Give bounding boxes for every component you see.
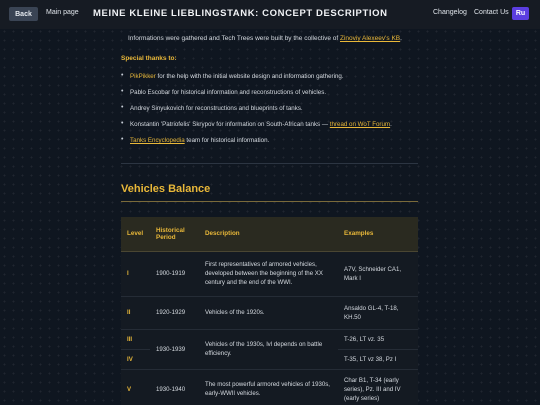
- changelog-link[interactable]: Changelog: [433, 9, 467, 16]
- list-item: [121, 121, 441, 137]
- level-cell: V: [121, 369, 150, 405]
- intro-period: .: [400, 35, 402, 42]
- main-content: [0, 29, 540, 405]
- back-button[interactable]: Back: [9, 7, 38, 21]
- period-cell: 1930-1940: [150, 369, 199, 405]
- column-header-description: Description: [199, 217, 338, 251]
- list-item-text: Konstantin 'Patriofelis' Skrypov for information on South-African tanks —: [130, 121, 330, 128]
- pikpikker-link[interactable]: PikPikker: [130, 73, 156, 80]
- examples-cell: T-35, LT vz 38, Pz I: [338, 349, 418, 369]
- table-row: [121, 296, 418, 329]
- contact-us-link[interactable]: Contact Us: [474, 9, 509, 16]
- description-cell: The most powerful armored vehicles of 1930s, early-WWII vehicles.: [199, 369, 338, 405]
- main-page-link[interactable]: Main page: [46, 9, 79, 16]
- period-cell: 1900-1919: [150, 251, 199, 296]
- section-divider: [121, 163, 418, 164]
- examples-cell: Char B1, T-34 (early series), Pz. III and IV (early series): [338, 369, 418, 405]
- description-cell: Vehicles of the 1930s, lvl depends on battle efficiency.: [199, 329, 338, 369]
- level-cell: III: [121, 329, 150, 349]
- examples-cell: Ansaldo GL-4, T-18, KH.50: [338, 296, 418, 329]
- level-cell: IV: [121, 349, 150, 369]
- list-item: [121, 105, 441, 121]
- level-cell: I: [121, 251, 150, 296]
- special-thanks-heading: Special thanks to:: [121, 55, 177, 62]
- list-item-text: Andrey Sinyukovich for reconstructions and blueprints of tanks.: [130, 105, 303, 112]
- special-thanks-list: [121, 73, 441, 153]
- list-item: [121, 89, 441, 105]
- examples-cell: A7V, Schneider CA1, Mark I: [338, 251, 418, 296]
- list-item: [121, 73, 441, 89]
- examples-cell: T-26, LT vz. 35: [338, 329, 418, 349]
- top-navigation-bar: [0, 0, 540, 29]
- heading-underline: [121, 201, 418, 202]
- intro-text: [128, 35, 402, 42]
- wot-forum-thread-link[interactable]: thread on WoT Forum: [329, 121, 391, 128]
- list-item: [121, 137, 441, 153]
- column-header-examples: Examples: [338, 217, 418, 251]
- list-item-text: Pablo Escobar for historical information and reconstructions of vehicles.: [130, 89, 327, 96]
- table-header-row: [121, 217, 418, 251]
- vehicles-balance-heading: Vehicles Balance: [121, 183, 211, 195]
- list-item-text: for the help with the initial website design and information gathering.: [155, 73, 344, 80]
- language-switch-button[interactable]: Ru: [512, 7, 529, 20]
- kb-link[interactable]: Zinoviy Alexeev's KB: [339, 35, 401, 42]
- table-row: [121, 329, 418, 349]
- list-item-end: .: [390, 121, 392, 128]
- column-header-level: Level: [121, 217, 150, 251]
- page-title: MEINE KLEINE LIEBLINGSTANK: CONCEPT DESCRIPTION: [93, 8, 388, 19]
- column-header-period: Historical Period: [150, 217, 199, 251]
- table-row: [121, 251, 418, 296]
- list-item-text: team for historical information.: [184, 137, 270, 144]
- intro-sentence: Informations were gathered and Tech Trees were built by the collective of: [128, 35, 339, 42]
- description-cell: First representatives of armored vehicles, developed between the beginning of the XX century and the end of the WWI.: [199, 251, 338, 296]
- level-cell: II: [121, 296, 150, 329]
- tanks-encyclopedia-link[interactable]: Tanks Encyclopedia: [130, 137, 185, 144]
- description-cell: Vehicles of the 1920s.: [199, 296, 338, 329]
- period-cell: 1930-1939: [150, 329, 199, 369]
- table-row: [121, 369, 418, 405]
- vehicles-balance-table: [121, 217, 418, 405]
- period-cell: 1920-1929: [150, 296, 199, 329]
